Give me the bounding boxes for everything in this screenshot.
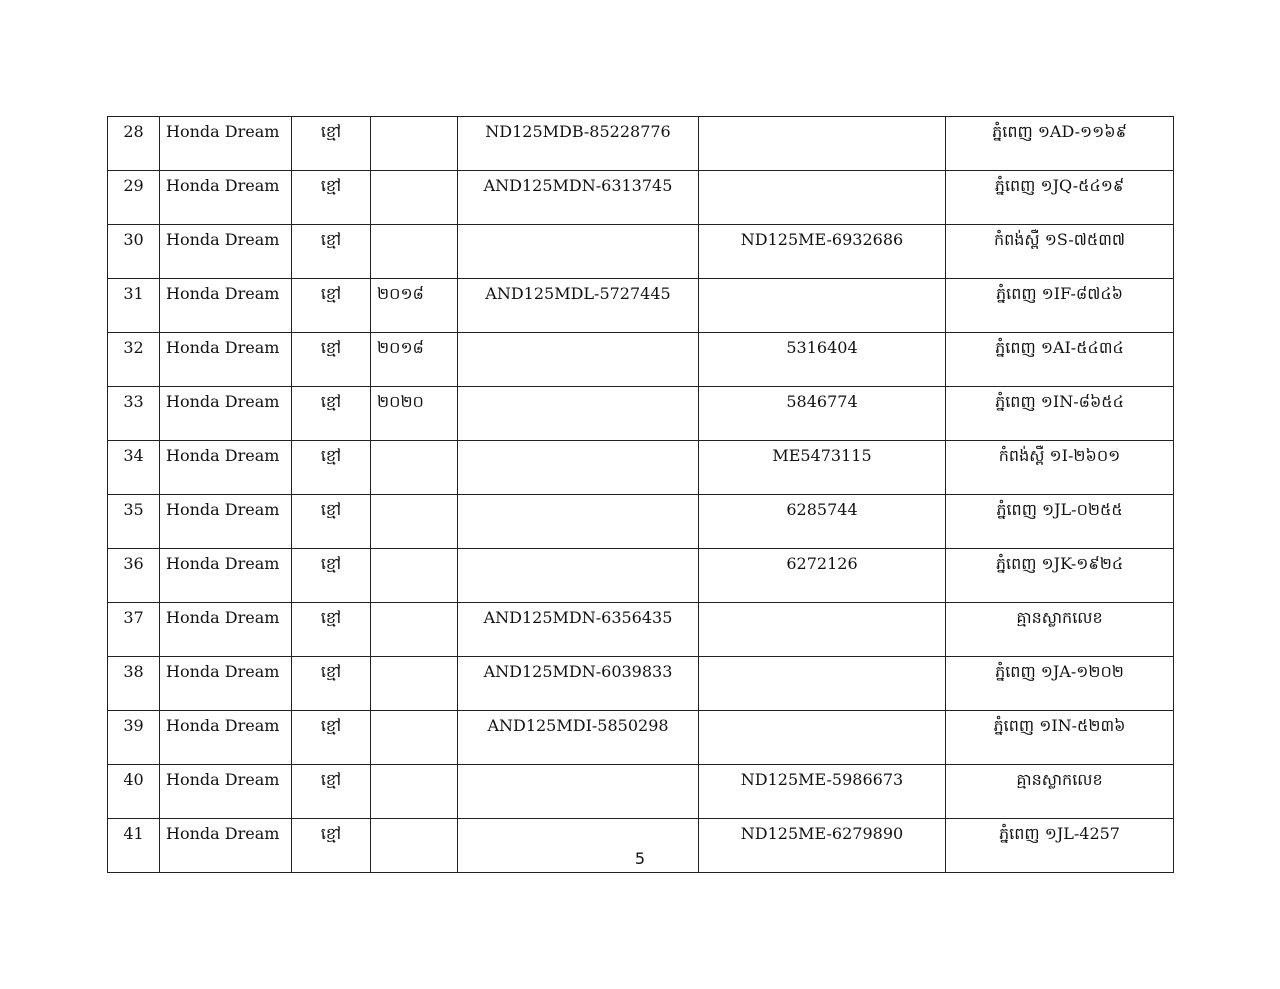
row-number: 39	[108, 711, 160, 765]
table-row	[108, 711, 1174, 765]
vehicle-color: ខ្មៅ	[292, 549, 371, 603]
vehicle-color: ខ្មៅ	[292, 279, 371, 333]
engine-number: AND125MDN-6356435	[458, 603, 699, 657]
row-number: 40	[108, 765, 160, 819]
vehicle-model: Honda Dream	[160, 333, 292, 387]
plate-number: ភ្នំពេញ ១AD-១១៦៩	[946, 117, 1174, 171]
frame-number: ND125ME-6279890	[699, 819, 946, 873]
table-row	[108, 225, 1174, 279]
vehicle-year	[371, 117, 458, 171]
vehicle-year: ២០២០	[371, 387, 458, 441]
engine-number: AND125MDN-6039833	[458, 657, 699, 711]
engine-number	[458, 495, 699, 549]
frame-number: ME5473115	[699, 441, 946, 495]
vehicle-model: Honda Dream	[160, 171, 292, 225]
vehicle-model: Honda Dream	[160, 549, 292, 603]
engine-number	[458, 441, 699, 495]
vehicle-year: ២០១៨	[371, 279, 458, 333]
vehicle-color: ខ្មៅ	[292, 333, 371, 387]
row-number: 35	[108, 495, 160, 549]
engine-number: AND125MDN-6313745	[458, 171, 699, 225]
vehicle-year: ២០១៨	[371, 333, 458, 387]
frame-number	[699, 117, 946, 171]
plate-number: កំពង់ស្ពឺ ១S-៧៥៣៧	[946, 225, 1174, 279]
vehicle-color: ខ្មៅ	[292, 495, 371, 549]
vehicle-model: Honda Dream	[160, 711, 292, 765]
plate-number: ភ្នំពេញ ១JK-១៩២៤	[946, 549, 1174, 603]
vehicle-model: Honda Dream	[160, 657, 292, 711]
engine-number: AND125MDI-5850298	[458, 711, 699, 765]
vehicle-model: Honda Dream	[160, 279, 292, 333]
vehicle-year	[371, 603, 458, 657]
vehicle-model: Honda Dream	[160, 765, 292, 819]
vehicle-model: Honda Dream	[160, 603, 292, 657]
row-number: 34	[108, 441, 160, 495]
frame-number	[699, 657, 946, 711]
vehicle-color: ខ្មៅ	[292, 819, 371, 873]
vehicle-model: Honda Dream	[160, 117, 292, 171]
table-row	[108, 495, 1174, 549]
vehicle-color: ខ្មៅ	[292, 765, 371, 819]
engine-number: AND125MDL-5727445	[458, 279, 699, 333]
vehicle-year	[371, 765, 458, 819]
page-number: 5	[634, 849, 646, 868]
vehicle-year	[371, 225, 458, 279]
vehicle-table	[107, 116, 1174, 873]
vehicle-year	[371, 657, 458, 711]
frame-number: 5316404	[699, 333, 946, 387]
engine-number	[458, 225, 699, 279]
frame-number: 6272126	[699, 549, 946, 603]
row-number: 31	[108, 279, 160, 333]
vehicle-year	[371, 495, 458, 549]
vehicle-color: ខ្មៅ	[292, 711, 371, 765]
frame-number	[699, 711, 946, 765]
vehicle-model: Honda Dream	[160, 387, 292, 441]
plate-number: ភ្នំពេញ ១IN-៨៦៥៤	[946, 387, 1174, 441]
plate-number: គ្មានស្លាកលេខ	[946, 765, 1174, 819]
vehicle-year	[371, 171, 458, 225]
frame-number	[699, 603, 946, 657]
plate-number: កំពង់ស្ពឺ ១I-២៦០១	[946, 441, 1174, 495]
vehicle-color: ខ្មៅ	[292, 225, 371, 279]
table-row	[108, 441, 1174, 495]
row-number: 30	[108, 225, 160, 279]
table-row	[108, 117, 1174, 171]
vehicle-color: ខ្មៅ	[292, 657, 371, 711]
frame-number	[699, 171, 946, 225]
table-row	[108, 387, 1174, 441]
row-number: 32	[108, 333, 160, 387]
table-row	[108, 333, 1174, 387]
vehicle-year	[371, 441, 458, 495]
plate-number: ភ្នំពេញ ១JA-១២០២	[946, 657, 1174, 711]
vehicle-color: ខ្មៅ	[292, 441, 371, 495]
engine-number	[458, 549, 699, 603]
engine-number	[458, 765, 699, 819]
row-number: 36	[108, 549, 160, 603]
table-row	[108, 171, 1174, 225]
engine-number	[458, 387, 699, 441]
plate-number: ភ្នំពេញ ១IN-៥២៣៦	[946, 711, 1174, 765]
engine-number	[458, 333, 699, 387]
plate-number: ភ្នំពេញ ១JL-០២៥៥	[946, 495, 1174, 549]
vehicle-model: Honda Dream	[160, 225, 292, 279]
table-row	[108, 549, 1174, 603]
vehicle-color: ខ្មៅ	[292, 603, 371, 657]
engine-number: ND125MDB-85228776	[458, 117, 699, 171]
table-row	[108, 765, 1174, 819]
row-number: 37	[108, 603, 160, 657]
plate-number: ភ្នំពេញ ១JL-4257	[946, 819, 1174, 873]
plate-number: ភ្នំពេញ ១IF-៨៧៤៦	[946, 279, 1174, 333]
vehicle-model: Honda Dream	[160, 819, 292, 873]
frame-number: 5846774	[699, 387, 946, 441]
vehicle-year	[371, 549, 458, 603]
frame-number: 6285744	[699, 495, 946, 549]
vehicle-year	[371, 711, 458, 765]
row-number: 33	[108, 387, 160, 441]
plate-number: ភ្នំពេញ ១JQ-៥៤១៩	[946, 171, 1174, 225]
vehicle-color: ខ្មៅ	[292, 387, 371, 441]
table-row	[108, 279, 1174, 333]
frame-number: ND125ME-5986673	[699, 765, 946, 819]
row-number: 28	[108, 117, 160, 171]
vehicle-model: Honda Dream	[160, 495, 292, 549]
row-number: 38	[108, 657, 160, 711]
plate-number: ភ្នំពេញ ១AI-៥៤៣៤	[946, 333, 1174, 387]
vehicle-table-body	[108, 117, 1174, 873]
row-number: 29	[108, 171, 160, 225]
frame-number: ND125ME-6932686	[699, 225, 946, 279]
table-row	[108, 603, 1174, 657]
vehicle-model: Honda Dream	[160, 441, 292, 495]
plate-number: គ្មានស្លាកលេខ	[946, 603, 1174, 657]
vehicle-color: ខ្មៅ	[292, 117, 371, 171]
row-number: 41	[108, 819, 160, 873]
frame-number	[699, 279, 946, 333]
table-row	[108, 657, 1174, 711]
vehicle-color: ខ្មៅ	[292, 171, 371, 225]
